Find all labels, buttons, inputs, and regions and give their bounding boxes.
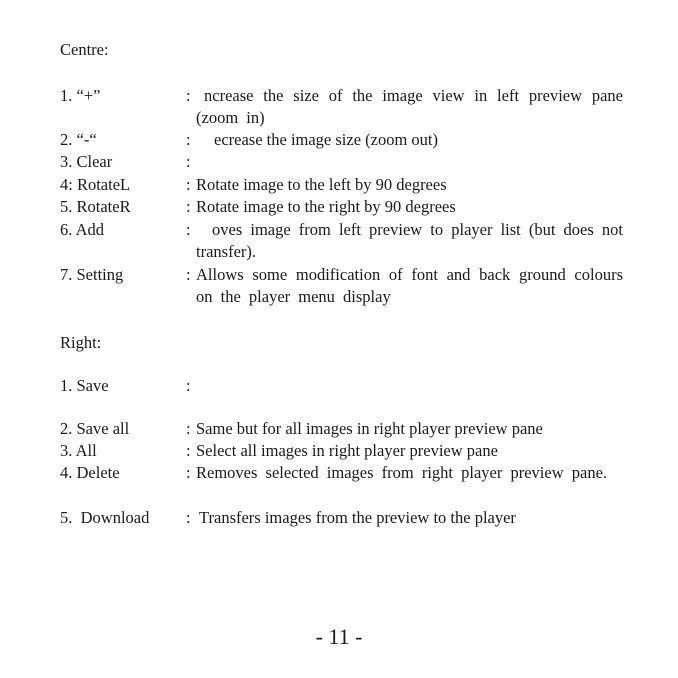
right-item-label: 3. All <box>60 441 97 460</box>
right-item-colon: : <box>186 463 191 482</box>
centre-item-add <box>60 219 625 263</box>
right-item-colon: : <box>186 441 191 460</box>
right-item-desc: Removes selected images from right player preview pane. <box>196 463 608 482</box>
centre-item-colon: : <box>186 175 191 194</box>
centre-item-colon: : <box>186 220 191 239</box>
centre-item-colon: : <box>186 130 191 149</box>
centre-item-label: 4: RotateL <box>60 175 131 194</box>
centre-item-desc: Rotate image to the left by 90 degrees <box>196 175 447 194</box>
right-item-colon: : <box>186 508 191 527</box>
centre-item-colon: : <box>186 197 191 216</box>
right-item-delete <box>60 462 625 506</box>
right-item-label: 4. Delete <box>60 463 120 482</box>
centre-item-label: 2. “-“ <box>60 130 97 149</box>
centre-item-label: 3. Clear <box>60 152 113 171</box>
centre-item-colon: : <box>186 265 191 284</box>
centre-item-label: 6. Add <box>60 220 105 239</box>
centre-item-desc: Allows some modification of font and back ground colours on the player menu display <box>196 265 623 306</box>
centre-item-desc: Rotate image to the right by 90 degrees <box>196 197 456 216</box>
right-item-label: 2. Save all <box>60 419 130 438</box>
centre-heading: Centre: <box>60 40 109 59</box>
right-item-label: 5. Download <box>60 508 150 527</box>
centre-item-desc: oves image from left preview to player list (but does not transfer). <box>196 220 623 261</box>
centre-item-label: 5. RotateR <box>60 197 131 216</box>
page-number: - 11 - <box>315 624 363 649</box>
right-heading: Right: <box>60 333 102 352</box>
right-item-desc: Transfers images from the preview to the player <box>199 508 516 527</box>
centre-item-desc: ecrease the image size (zoom out) <box>214 130 439 149</box>
right-item-desc: Same but for all images in right player preview pane <box>196 419 543 438</box>
centre-item-zoom-in <box>60 85 625 129</box>
centre-item-colon: : <box>186 86 191 105</box>
right-item-label: 1. Save <box>60 376 109 395</box>
centre-item-colon: : <box>186 152 191 171</box>
right-item-desc: Select all images in right player preview pane <box>196 441 498 460</box>
right-item-colon: : <box>186 376 191 395</box>
centre-item-label: 1. “+” <box>60 86 101 105</box>
centre-item-desc: ncrease the size of the image view in left preview pane (zoom in) <box>196 86 623 127</box>
centre-item-setting <box>60 264 625 308</box>
centre-item-label: 7. Setting <box>60 265 124 284</box>
right-item-colon: : <box>186 419 191 438</box>
